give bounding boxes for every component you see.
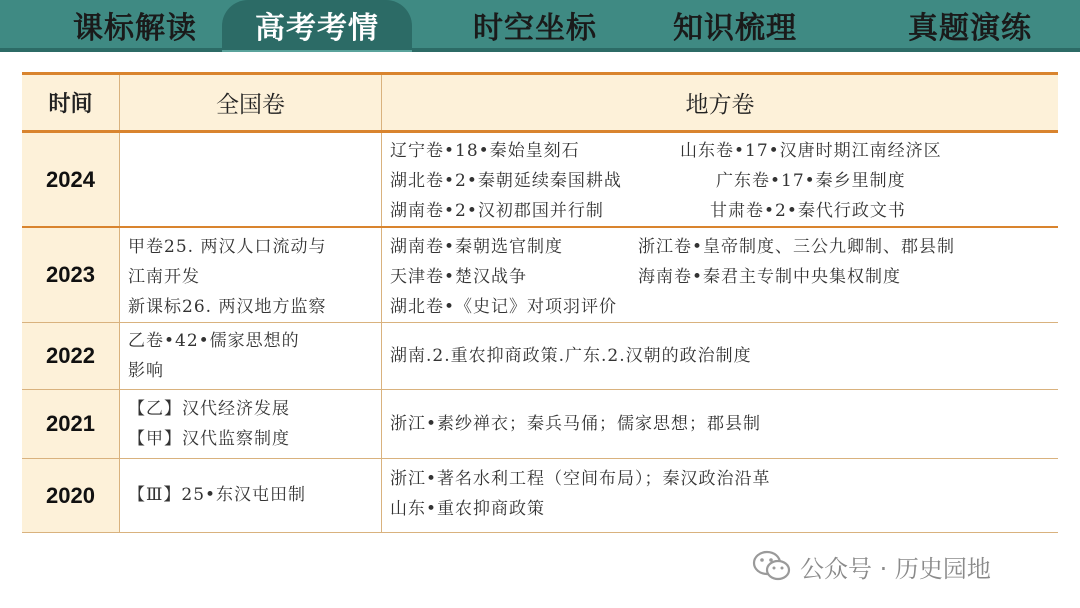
- table-row: [22, 133, 1058, 228]
- wechat-icon: [752, 549, 792, 583]
- table-row: [22, 459, 1058, 533]
- local-item: 甘肃卷•2•秦代行政文书: [710, 201, 906, 221]
- top-nav: [0, 0, 1080, 52]
- local-item: 山东•重农抑商政策: [390, 499, 546, 519]
- year-cell: 2024: [22, 133, 120, 226]
- local-item: 浙江•素纱禅衣；秦兵马俑；儒家思想；郡县制: [390, 414, 762, 434]
- local-item: 广东卷•17•秦乡里制度: [716, 171, 906, 191]
- watermark-text: 公众号 · 历史园地: [800, 554, 991, 583]
- local-item: 湖南卷•2•汉初郡国并行制: [390, 201, 604, 221]
- local-item: 天津卷•楚汉战争: [390, 267, 528, 287]
- local-item: 辽宁卷•18•秦始皇刻石: [390, 141, 580, 161]
- table-row: [22, 390, 1058, 459]
- local-item: 湖北卷•2•秦朝延续秦国耕战: [390, 171, 622, 191]
- national-item: 【Ⅲ】25•东汉屯田制: [128, 485, 307, 505]
- national-item: 影响: [128, 361, 164, 381]
- exam-table: [22, 72, 1058, 533]
- national-item: 乙卷•42•儒家思想的: [128, 331, 300, 351]
- national-item: 甲卷25. 两汉人口流动与: [128, 237, 327, 257]
- tab-practice[interactable]: 真题演练: [908, 11, 1032, 46]
- local-cell: [382, 228, 1058, 322]
- local-cell: [382, 459, 1058, 532]
- table-row: [22, 228, 1058, 323]
- tab-exam-overview[interactable]: 高考考情: [222, 0, 412, 52]
- tab-timeline[interactable]: 时空坐标: [473, 11, 597, 46]
- national-item: 新课标26. 两汉地方监察: [128, 297, 327, 317]
- local-cell: [382, 390, 1058, 458]
- national-item: 江南开发: [128, 267, 200, 287]
- local-item: 浙江卷•皇帝制度、三公九卿制、郡县制: [638, 237, 956, 257]
- local-item: 浙江•著名水利工程（空间布局）；秦汉政治沿革: [390, 469, 771, 489]
- table-header-row: [22, 75, 1058, 133]
- national-cell: [120, 459, 382, 532]
- header-cell-national: 全国卷: [120, 75, 382, 130]
- national-cell: [120, 228, 382, 322]
- year-cell: 2023: [22, 228, 120, 322]
- local-item: 山东卷•17•汉唐时期江南经济区: [680, 141, 942, 161]
- local-item: 湖南卷•秦朝选官制度: [390, 237, 564, 257]
- national-cell: [120, 390, 382, 458]
- header-cell-time: 时间: [22, 75, 120, 130]
- national-item: 【乙】汉代经济发展: [128, 399, 290, 419]
- tab-knowledge[interactable]: 知识梳理: [673, 11, 797, 46]
- national-cell: [120, 323, 382, 389]
- header-cell-local: 地方卷: [382, 75, 1058, 130]
- local-item: 湖北卷•《史记》对项羽评价: [390, 297, 618, 317]
- national-cell: [120, 133, 382, 226]
- local-cell: [382, 323, 1058, 389]
- watermark: [752, 546, 991, 586]
- local-cell: [382, 133, 1058, 226]
- year-cell: 2022: [22, 323, 120, 389]
- year-cell: 2021: [22, 390, 120, 458]
- tab-curriculum[interactable]: 课标解读: [73, 11, 197, 46]
- local-item: 海南卷•秦君主专制中央集权制度: [638, 267, 902, 287]
- national-item: 【甲】汉代监察制度: [128, 429, 290, 449]
- year-cell: 2020: [22, 459, 120, 532]
- local-item: 湖南.2.重农抑商政策.广东.2.汉朝的政治制度: [390, 346, 752, 366]
- table-row: [22, 323, 1058, 390]
